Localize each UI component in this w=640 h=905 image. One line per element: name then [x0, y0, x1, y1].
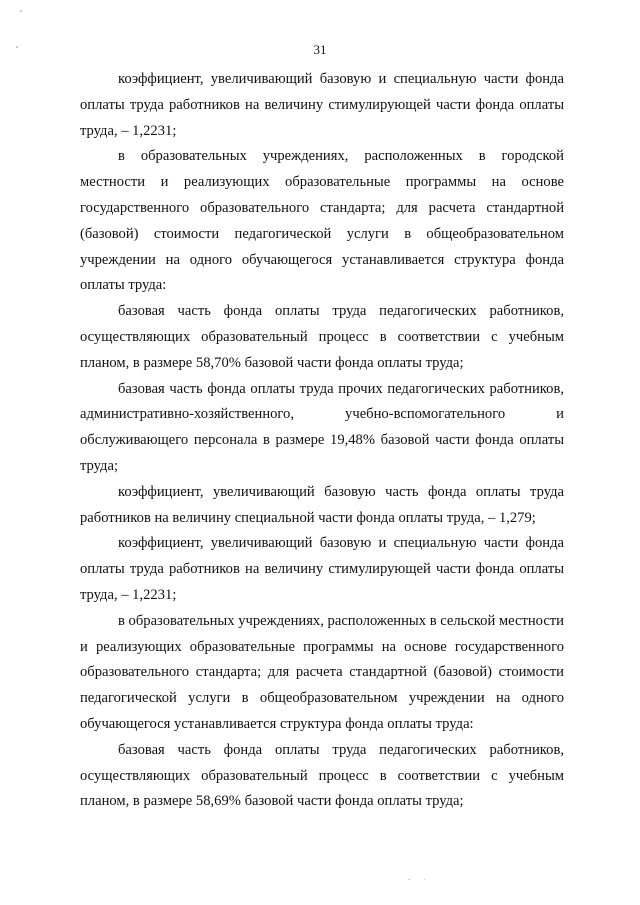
paragraph: базовая часть фонда оплаты труда педагогических работников, осуществляющих образовательный процесс в соответствии с учебным планом, в размере 58,69% базовой части фонда оплаты труда;	[80, 741, 564, 810]
paragraph: базовая часть фонда оплаты труда прочих педагогических работников, административно-хозяйственного, учебно-вспомогательного и обслуживающего персонала в размере 19,48% базовой части фонда оплаты труда;	[80, 380, 564, 474]
paragraph: коэффициент, увеличивающий базовую часть фонда оплаты труда работников на величину специальной части фонда оплаты труда, – 1,279;	[80, 483, 564, 526]
paragraph: в образовательных учреждениях, расположенных в городской местности и реализующих образовательные программы на основе государственного образовательного стандарта; для расчета стандартной (базовой) стоимости педагогической услуги в общеобразовательном учреждении на одного обучающегося устанавливается структура фонда оплаты труда:	[80, 148, 564, 294]
paragraph: базовая часть фонда оплаты труда педагогических работников, осуществляющих образовательный процесс в соответствии с учебным планом, в размере 58,70% базовой части фонда оплаты труда;	[80, 303, 564, 371]
paragraph: коэффициент, увеличивающий базовую и специальную части фонда оплаты труда работников на величину стимулирующей части фонда оплаты труда, – 1,2231;	[80, 535, 564, 603]
paragraph: коэффициент, увеличивающий базовую и специальную части фонда оплаты труда работников на величину стимулирующей части фонда оплаты труда, – 1,2231;	[80, 71, 564, 139]
scan-speck	[408, 879, 410, 880]
scan-speck	[424, 879, 425, 880]
document-body	[80, 67, 564, 815]
paragraph: в образовательных учреждениях, расположенных в сельской местности и реализующих образовательные программы на основе государственного образовательного стандарта; для расчета стандартной (базовой) стоимости педагогической услуги в общеобразовательном учреждении на одного обучающегося устанавливается структура фонда оплаты труда:	[80, 612, 564, 732]
page-number: 31	[313, 42, 327, 57]
scan-speck	[20, 10, 22, 12]
